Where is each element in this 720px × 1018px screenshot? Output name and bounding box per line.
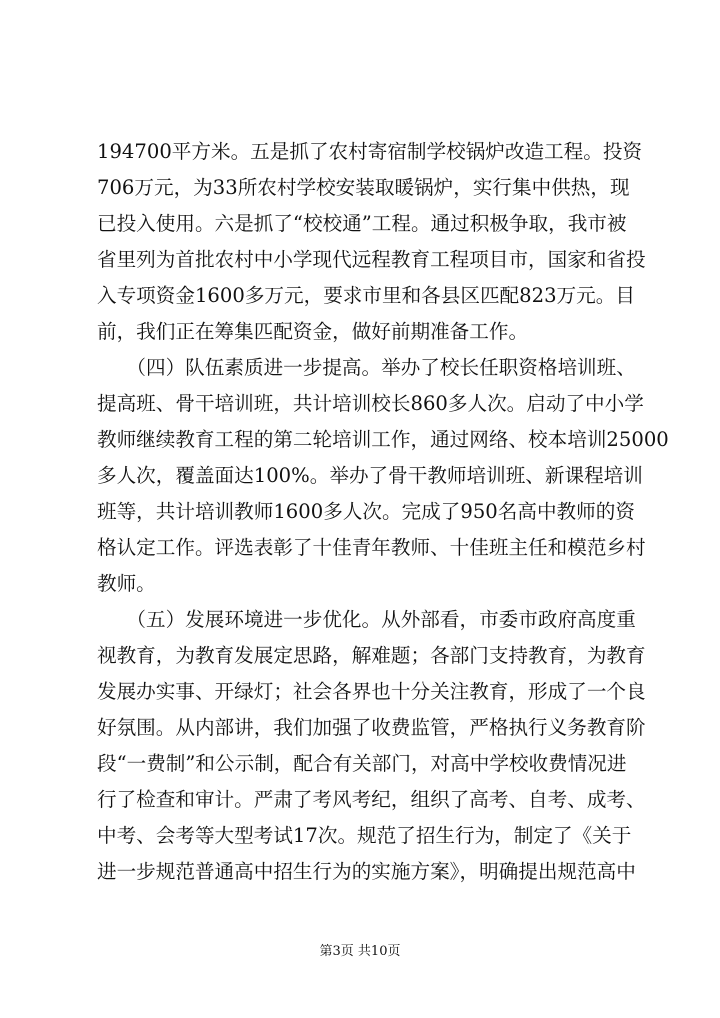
- text-line: （四）队伍素质进一步提高。举办了校长任职资格培训班、: [97, 356, 636, 379]
- text-line: 班等，共计培训教师1600多人次。完成了950名高中教师的资: [97, 500, 635, 523]
- text-line: 行了检查和审计。严肃了考风考纪，组织了高考、自考、成考、: [97, 788, 646, 811]
- text-line: 已投入使用。六是抓了“校校通”工程。通过积极争取，我市被: [97, 212, 627, 235]
- text-line: 中考、会考等大型考试17次。规范了招生行为，制定了《关于: [97, 824, 632, 847]
- text-line: 视教育，为教育发展定思路，解难题；各部门支持教育，为教育: [97, 644, 646, 667]
- text-line: 省里列为首批农村中小学现代远程教育工程项目市，国家和省投: [97, 248, 646, 271]
- text-line: 多人次，覆盖面达100%。举办了骨干教师培训班、新课程培训: [97, 464, 643, 487]
- text-line: 入专项资金1600多万元，要求市里和各县区匹配823万元。目: [97, 284, 635, 307]
- text-line: 教师。: [97, 572, 156, 595]
- text-line: 好氛围。从内部讲，我们加强了收费监管，严格执行义务教育阶: [97, 716, 646, 739]
- text-line: 提高班、骨干培训班，共计培训校长860多人次。启动了中小学: [97, 392, 644, 415]
- text-line: 前，我们正在筹集匹配资金，做好前期准备工作。: [97, 320, 529, 343]
- text-line: 教师继续教育工程的第二轮培训工作，通过网络、校本培训25000: [97, 428, 669, 451]
- text-line: 发展办实事、开绿灯；社会各界也十分关注教育，形成了一个良: [97, 680, 646, 703]
- text-line: 706万元，为33所农村学校安装取暖锅炉，实行集中供热，现: [97, 176, 630, 199]
- text-line: 段“一费制”和公示制，配合有关部门，对高中学校收费情况进: [97, 752, 627, 775]
- text-line: 进一步规范普通高中招生行为的实施方案》，明确提出规范高中: [97, 860, 636, 883]
- page-number-footer: 第3页 共10页: [319, 944, 401, 959]
- text-line: 194700平方米。五是抓了农村寄宿制学校锅炉改造工程。投资: [97, 140, 643, 163]
- text-line: （五）发展环境进一步优化。从外部看，市委市政府高度重: [97, 608, 636, 631]
- text-line: 格认定工作。评选表彰了十佳青年教师、十佳班主任和模范乡村: [97, 536, 646, 559]
